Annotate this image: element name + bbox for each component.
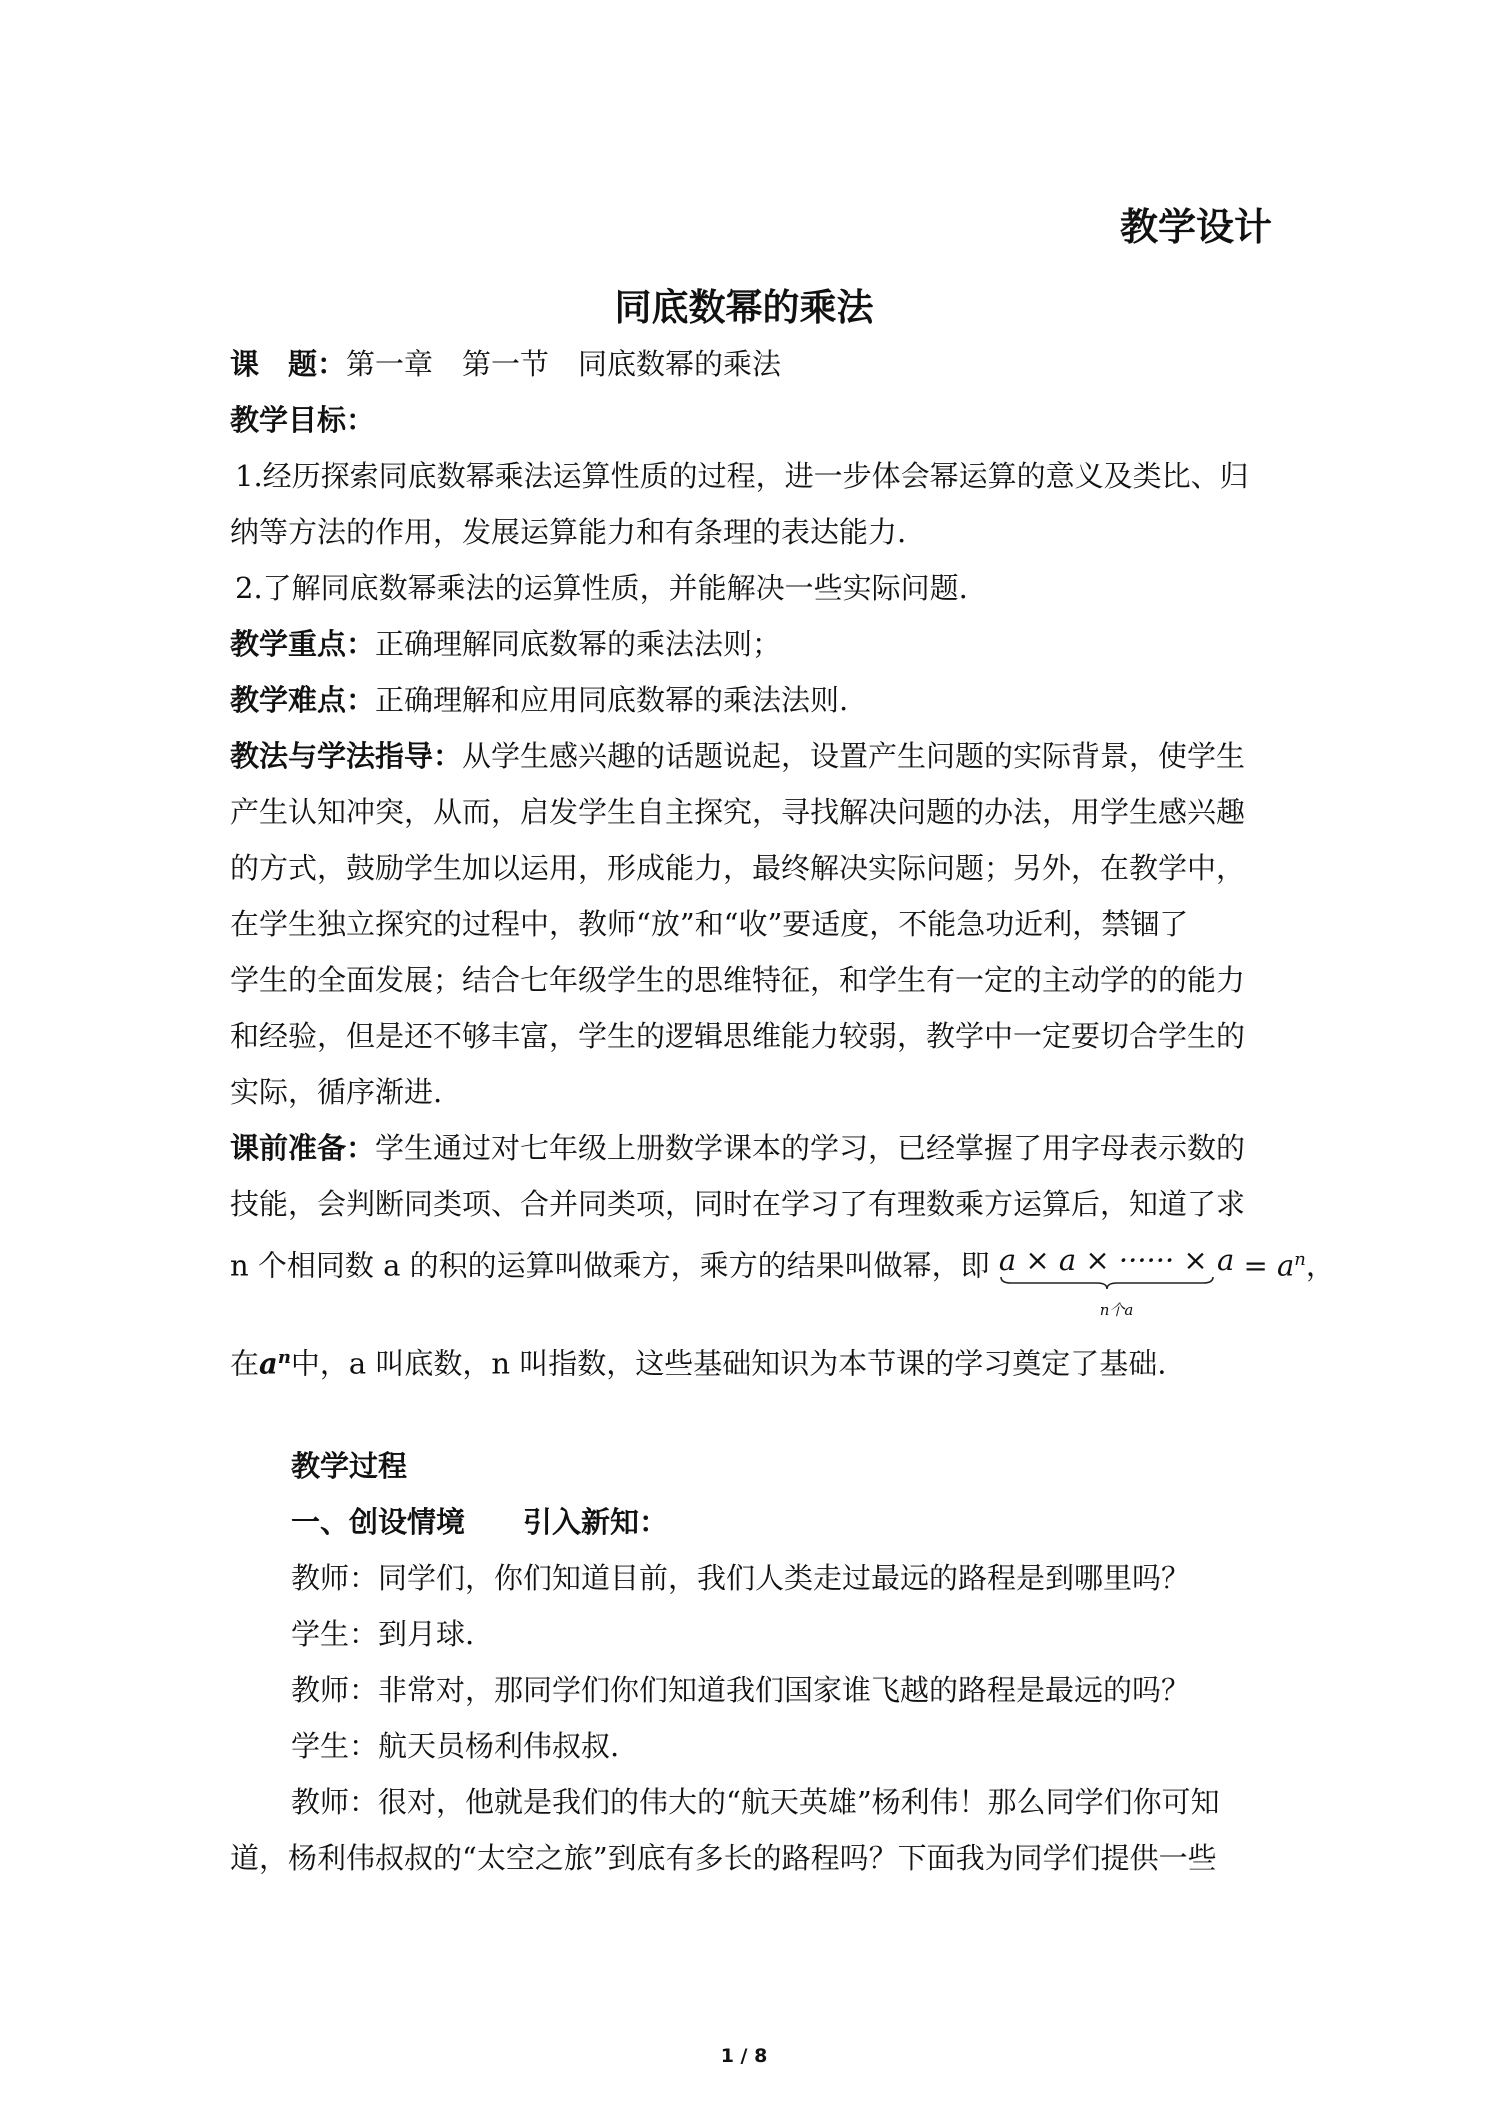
formula-brace-label: n个a: [1099, 1301, 1134, 1319]
prep-line-3: [230, 1240, 1335, 1319]
dialog-line-1: 教师：同学们，你们知道目前，我们人类走过最远的路程是到哪里吗？: [291, 1561, 1191, 1595]
formula-tail: ，: [1305, 1248, 1335, 1283]
objective-1-line-2: 纳等方法的作用，发展运算能力和有条理的表达能力.: [230, 515, 907, 549]
dialog-line-6: 道，杨利伟叔叔的“太空之旅”到底有多长的路程吗？下面我为同学们提供一些: [230, 1841, 1217, 1875]
method-line-4: 在学生独立探究的过程中，教师“放”和“收”要适度，不能急功近利，禁锢了: [230, 907, 1189, 941]
prep-text-4-post: 中，a 叫底数，n 叫指数，这些基础知识为本节课的学习奠定了基础.: [290, 1346, 1167, 1381]
objective-2: 2.了解同底数幂乘法的运算性质，并能解决一些实际问题.: [235, 571, 968, 605]
page-title: 同底数幂的乘法: [614, 286, 874, 329]
method-line-6: 和经验，但是还不够丰富，学生的逻辑思维能力较弱，教学中一定要切合学生的: [230, 1019, 1246, 1053]
formula-product: a × a × ······ × a: [998, 1243, 1235, 1277]
document-type-label: 教学设计: [1119, 205, 1272, 249]
method-text-1: 从学生感兴趣的话题说起，设置产生问题的实际背景，使学生: [462, 739, 1246, 773]
difficulty-line: [230, 680, 848, 720]
method-line-5: 学生的全面发展；结合七年级学生的思维特征，和学生有一定的主动学的的能力: [230, 963, 1246, 997]
dialog-line-2: 学生：到月球.: [291, 1617, 475, 1651]
formula-exponent: n: [1294, 1249, 1306, 1270]
prep-text-3: n 个相同数 a 的积的运算叫做乘方，乘方的结果叫做幂，即: [230, 1248, 990, 1283]
objectives-label: 教学目标：: [230, 403, 376, 437]
difficulty-value: 正确理解和应用同底数幂的乘法法则.: [375, 683, 849, 717]
underbrace-icon: [999, 1276, 1215, 1290]
formula-result: = a: [1243, 1248, 1295, 1283]
prep-line-1: [230, 1128, 1245, 1168]
prep-text-1: 学生通过对七年级上册数学课本的学习，已经掌握了用字母表示数的: [375, 1131, 1246, 1165]
difficulty-label: 教学难点：: [230, 683, 376, 717]
topic-value: 第一章 第一节 同底数幂的乘法: [346, 347, 782, 381]
formula-underbrace: [998, 1240, 1235, 1319]
prep-base-symbol: a: [259, 1346, 278, 1381]
topic-label: 课 题：: [230, 347, 347, 381]
method-line-7: 实际，循序渐进.: [230, 1075, 443, 1109]
key-point-value: 正确理解同底数幂的乘法法则；: [375, 627, 782, 661]
prep-label: 课前准备：: [230, 1131, 376, 1165]
prep-line-2: 技能，会判断同类项、合并同类项，同时在学习了有理数乘方运算后，知道了求: [230, 1187, 1246, 1221]
method-line-2: 产生认知冲突，从而，启发学生自主探究，寻找解决问题的办法，用学生感兴趣: [230, 795, 1246, 829]
topic-line: [230, 344, 781, 384]
page-number: 1 / 8: [720, 2045, 768, 2067]
section-1-title: 一、创设情境 引入新知：: [291, 1505, 669, 1539]
prep-exponent-symbol: n: [277, 1347, 291, 1368]
prep-line-4: [230, 1338, 1167, 1384]
process-heading: 教学过程: [291, 1449, 408, 1483]
prep-text-4-pre: 在: [230, 1346, 260, 1381]
key-point-label: 教学重点：: [230, 627, 376, 661]
dialog-line-3: 教师：非常对，那同学们你们知道我们国家谁飞越的路程是最远的吗？: [291, 1673, 1191, 1707]
dialog-line-4: 学生：航天员杨利伟叔叔.: [291, 1729, 620, 1763]
objective-1-line-1: 1.经历探索同底数幂乘法运算性质的过程，进一步体会幂运算的意义及类比、归: [235, 459, 1249, 493]
dialog-line-5: 教师：很对，他就是我们的伟大的“航天英雄”杨利伟！那么同学们你可知: [291, 1785, 1220, 1819]
method-label: 教法与学法指导：: [230, 739, 463, 773]
method-line-1: [230, 736, 1245, 776]
key-point-line: [230, 624, 781, 664]
method-line-3: 的方式，鼓励学生加以运用，形成能力，最终解决实际问题；另外，在教学中，: [230, 851, 1246, 885]
